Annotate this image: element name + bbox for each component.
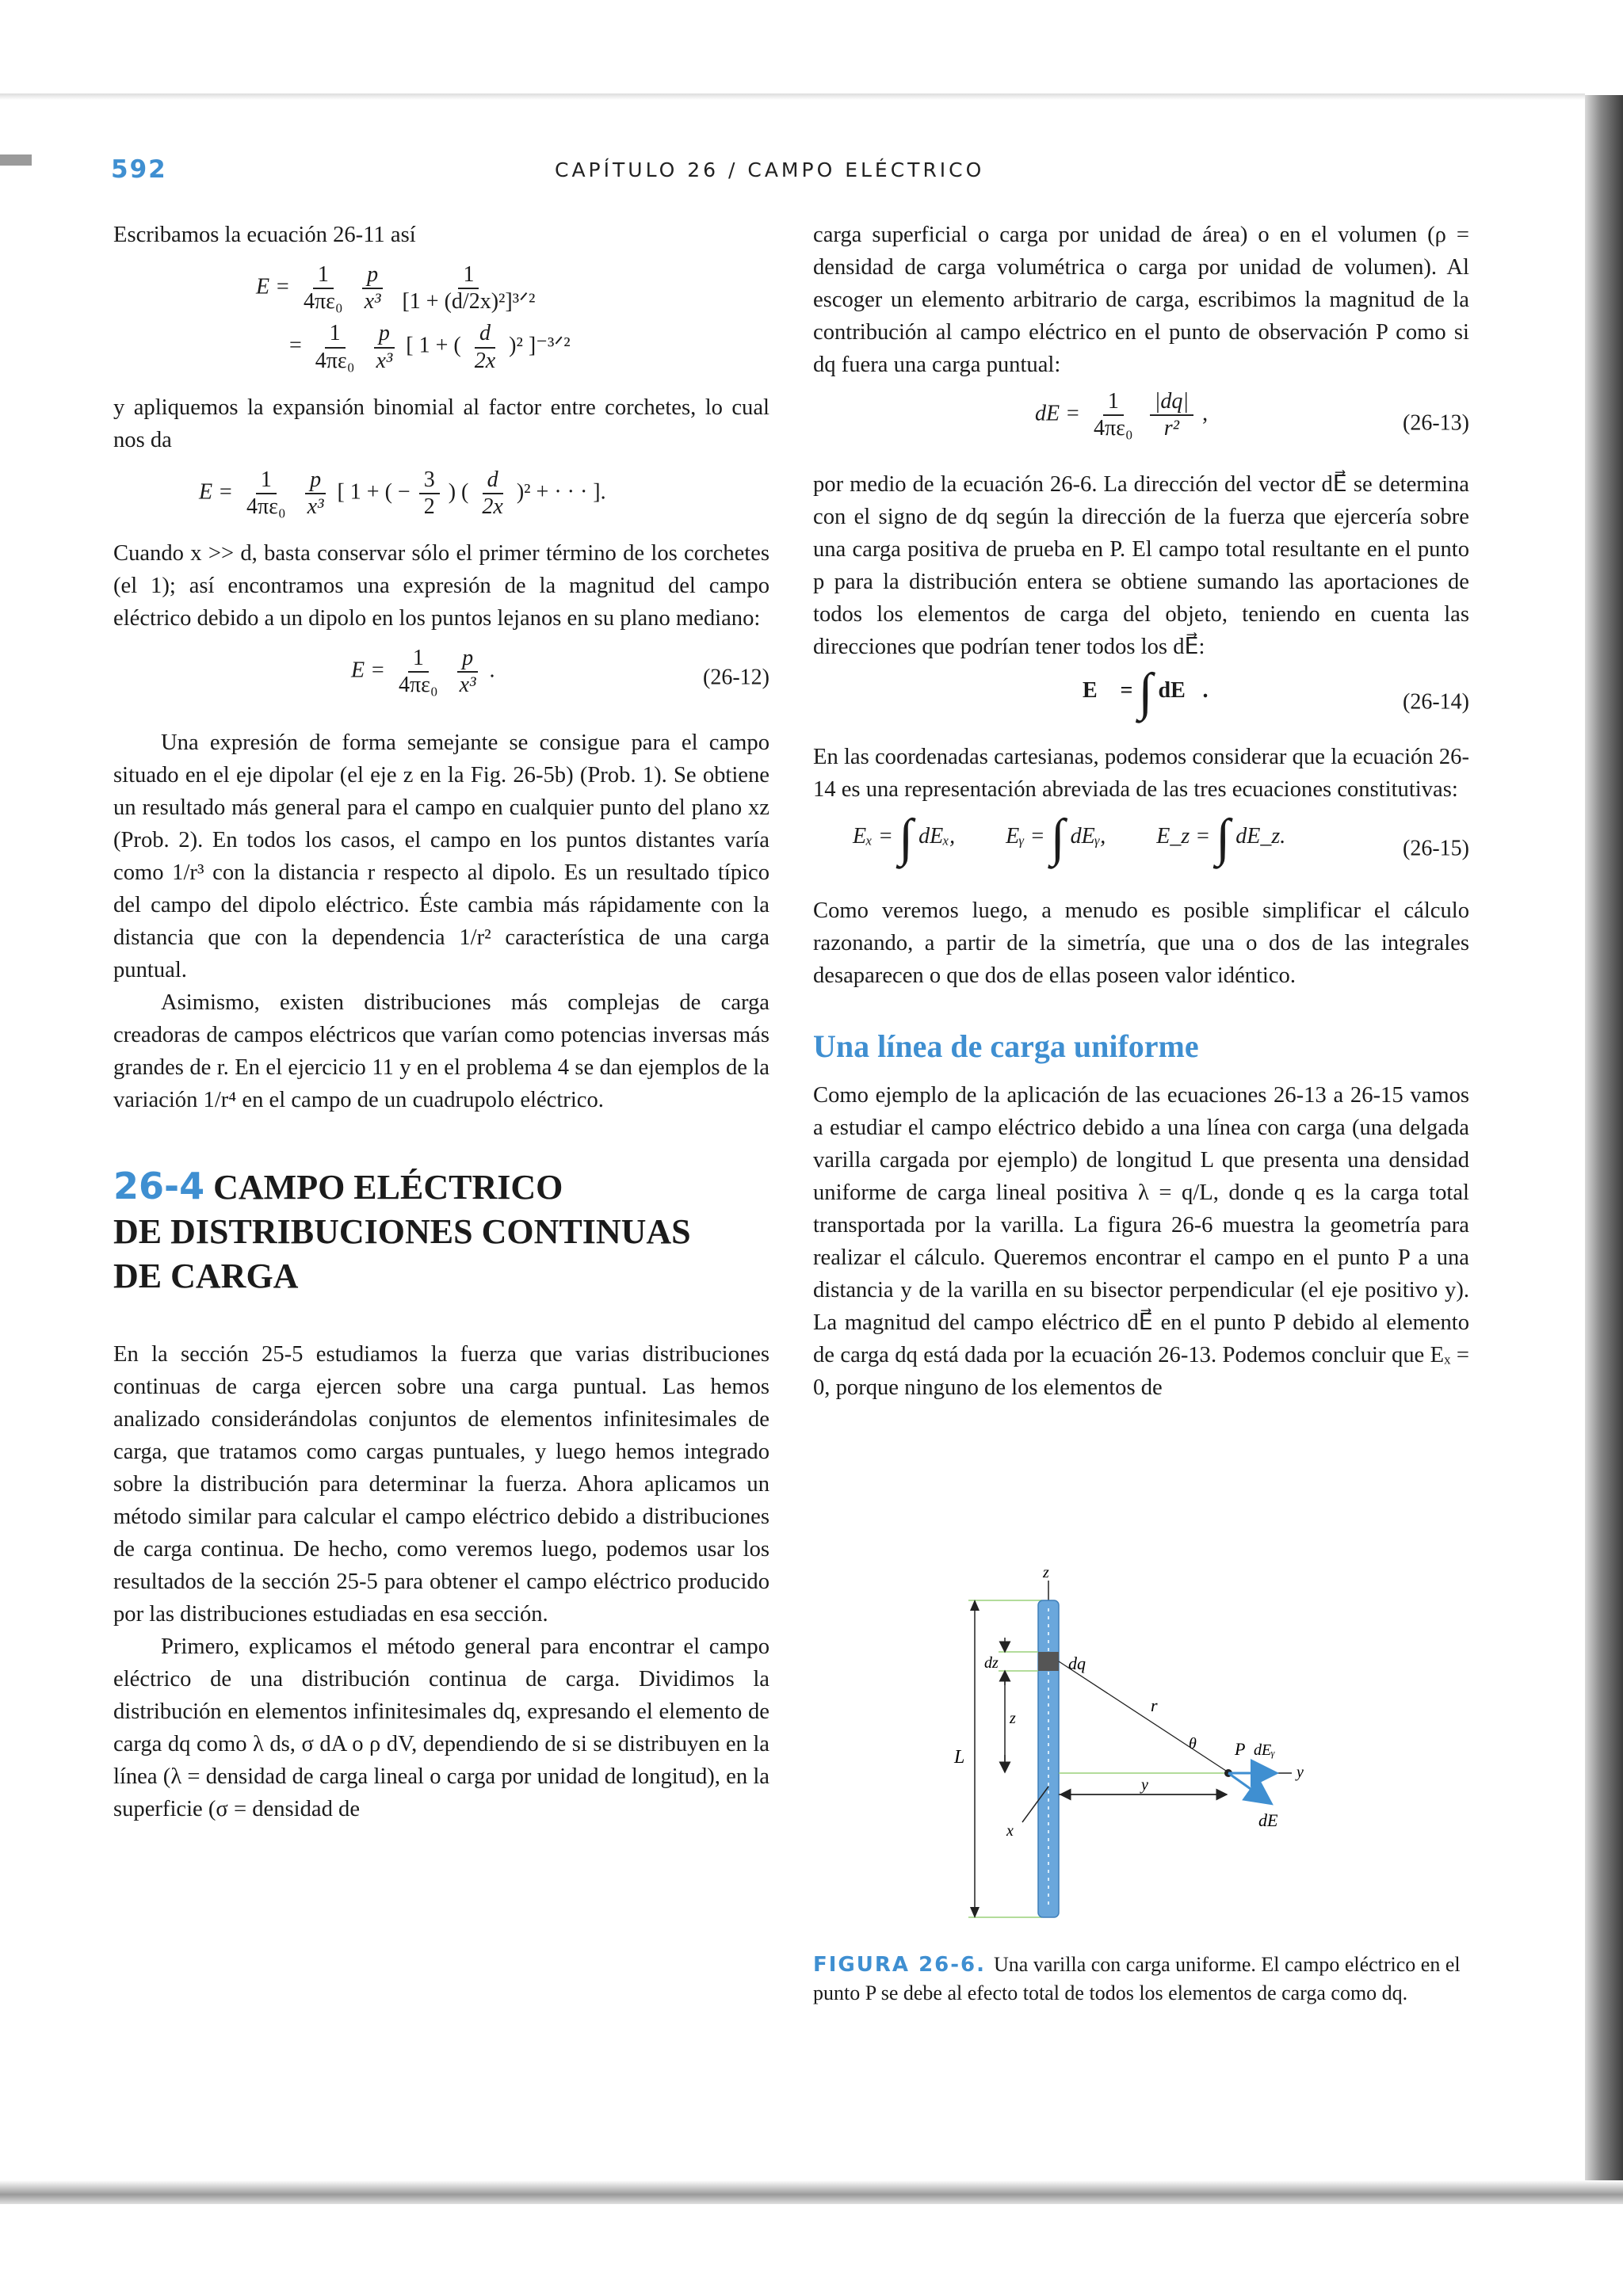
- x-axis-label: x: [1006, 1822, 1014, 1840]
- z-axis-label: z: [1043, 1565, 1049, 1581]
- subsection-heading: Una línea de carga uniforme: [813, 1028, 1199, 1064]
- scan-right-edge: [1585, 95, 1623, 2203]
- equation-number: (26-15): [1403, 836, 1469, 861]
- dq-label: dq: [1068, 1653, 1086, 1673]
- scan-top-edge: [0, 93, 1585, 100]
- de-vector: [1228, 1773, 1270, 1802]
- figure-caption-text: Una varilla con carga uniforme. El campo eléctrico en el punto P se debe al efecto total de todos los elementos de carga como dq.: [813, 1953, 1461, 2004]
- left-column: [113, 219, 769, 1825]
- paragraph: Escribamos la ecuación 26-11 así: [113, 223, 416, 247]
- running-header: [0, 155, 1585, 187]
- figure-caption-label: FIGURA 26-6.: [813, 1953, 987, 1977]
- equation-number: (26-13): [1403, 410, 1469, 436]
- de-label: dE⃗: [1258, 1810, 1292, 1830]
- section-number: 26-4: [113, 1165, 205, 1208]
- y-distance-label: y: [1141, 1776, 1148, 1794]
- paragraph: Primero, explicamos el método general para encontrar el campo eléctrico de una distribución continua de carga. Dividimos la distribución en elementos infinitesimales dq, expresando el elemento de carga dq como λ ds, σ dA o ρ dV, dependiendo de si se distribuyen en la línea (λ = densidad de carga lineal o carga por unidad de longitud), en la superficie (σ = densidad de: [113, 1634, 769, 1822]
- equation-26-13: dE = $\frac{1}{\text{4πε₀}}$ $\frac{|dq|}{\text{r²}}$ , (26-13): [1035, 389, 1469, 441]
- equation-eq-c: E = $\frac{1}{\text{4πε₀}}$ $\frac{p}{\text{x³}}$ [ 1 + ( − $\frac{3}{2}$ ) ( $\frac{d}{2x}$ )² + · · · ].: [199, 467, 606, 519]
- theta-label: θ: [1189, 1735, 1197, 1753]
- equation-26-12: E = $\frac{1}{\text{4πε₀}}$ $\frac{p}{\text{x³}}$ . (26-12): [351, 646, 769, 698]
- equation-26-15: Eₓ = ∫ dEₓ, Eᵧ = ∫ dEᵧ, E_z = ∫ dE_z. (26-15): [853, 809, 1469, 868]
- equation-number: (26-12): [703, 665, 769, 690]
- running-title: CAPÍTULO 26 / CAMPO ELÉCTRICO: [555, 158, 985, 181]
- paragraph: por medio de la ecuación 26-6. La dirección del vector dE⃗ se determina con el signo de dq según la dirección de la fuerza que ejercería sobre una carga positiva de prueba en P. El campo total resultante en el punto p para la distribución entera se obtiene sumando las aportaciones de todos los elementos de carga del objeto, teniendo en cuenta las direcciones que podrían tener todos los dE⃗:: [813, 472, 1469, 659]
- paragraph: Cuando x >> d, basta conservar sólo el primer término de los corchetes (el 1); así encontramos una expresión de la magnitud del campo eléctrico debido a un dipolo en los puntos lejanos en su plano mediano:: [113, 541, 769, 631]
- equation-26-14: E⃗ = ∫ dE⃗. (26-14): [1083, 663, 1469, 722]
- page-number: 592: [111, 155, 167, 184]
- r-label: r: [1151, 1695, 1158, 1715]
- z-label: z: [1010, 1710, 1016, 1727]
- paragraph: Como ejemplo de la aplicación de las ecuaciones 26-13 a 26-15 vamos a estudiar el campo eléctrico debido a una línea con carga (una delgada varilla cargada por ejemplo) de longitud L que presenta una densidad uniforme de carga lineal positiva λ = q/L, donde q es la carga total transportada por la varilla. La figura 26-6 muestra la geometría para realizar el cálculo. Queremos encontrar el campo en el punto P a una distancia y de la varilla en su bisector perpendicular (el eje positivo y). La magnitud del campo eléctrico dE⃗ en el punto P debido al elemento de carga dq está dada por la ecuación 26-13. Podemos concluir que Eₓ = 0, porque ninguno de los elementos de: [813, 1083, 1469, 1400]
- r-line: [1059, 1661, 1228, 1772]
- length-label: L: [954, 1747, 965, 1768]
- equation-eq-b: = $\frac{1}{\text{4πε₀}}$ $\frac{p}{\text{x³}}$ [ 1 + ( $\frac{d}{2x}$ )² ]⁻³ᐟ²: [289, 321, 571, 373]
- paragraph: carga superficial o carga por unidad de área) o en el volumen (ρ = densidad de carga volumétrica o carga por unidad de volumen). Al escoger un elemento arbitrario de carga, escribimos la magnitud de la contribución al campo eléctrico en el punto de observación P como si dq fuera una carga puntual:: [813, 223, 1469, 377]
- charge-element-dq: [1038, 1652, 1059, 1671]
- paragraph: En la sección 25-5 estudiamos la fuerza que varias distribuciones continuas de carga ejercen sobre una carga puntual. Las hemos analizado considerándolas conjuntos de elementos infinitesimales de carga, que tratamos como cargas puntuales, y luego hemos integrado sobre la distribución para determinar la fuerza. Ahora aplicamos un método similar para calcular el campo eléctrico debido a distribuciones de carga continua. De hecho, como veremos luego, podemos usar los resultados de la sección 25-5 para obtener el campo eléctrico producido por las distribuciones estudiadas en esa sección.: [113, 1342, 769, 1627]
- dey-label: dEᵧ: [1254, 1741, 1275, 1759]
- figure-26-6-diagram: [911, 1565, 1355, 1945]
- paragraph: En las coordenadas cartesianas, podemos considerar que la ecuación 26-14 es una representación abreviada de las tres ecuaciones constitutivas:: [813, 745, 1469, 802]
- paragraph: y apliquemos la expansión binomial al factor entre corchetes, lo cual nos da: [113, 395, 769, 452]
- right-column: [813, 219, 1469, 1404]
- section-heading: 26-4 CAMPO ELÉCTRICO DE DISTRIBUCIONES CONTINUAS DE CARGA: [113, 1165, 691, 1296]
- dz-label: dz: [984, 1654, 999, 1672]
- paragraph: Una expresión de forma semejante se consigue para el campo situado en el eje dipolar (el eje z en la Fig. 26-5b) (Prob. 1). Se obtiene un resultado más general para el campo en cualquier punto del plano xz (Prob. 2). En todos los casos, el campo en los puntos distantes varía como 1/r³ con la distancia r respecto al dipolo. Es un resultado típico del campo del dipolo eléctrico. Éste cambia más rápidamente con la distancia que con la dependencia 1/r² característica de una carga puntual.: [113, 730, 769, 983]
- p-label: P: [1235, 1739, 1246, 1759]
- scan-bottom-edge: [0, 2180, 1623, 2204]
- paragraph: Asimismo, existen distribuciones más complejas de carga creadoras de campos eléctricos que varían como potencias inversas más grandes de r. En el ejercicio 11 y en el problema 4 se dan ejemplos de la variación 1/r⁴ en el campo de un cuadrupolo eléctrico.: [113, 990, 769, 1113]
- paragraph: Como veremos luego, a menudo es posible simplificar el cálculo razonando, a partir de la simetría, que una o dos de las integrales desaparecen o que dos de ellas poseen valor idéntico.: [813, 898, 1469, 988]
- figure-caption: [813, 1951, 1469, 2008]
- equation-eq-a: E = $\frac{1}{\text{4πε₀}}$ $\frac{p}{\text{x³}}$ $\frac{1}{\text{[1 + (d/2x)²]³ᐟ²}}$: [256, 262, 536, 315]
- equation-number: (26-14): [1403, 689, 1469, 715]
- y-axis-label: y: [1296, 1764, 1304, 1781]
